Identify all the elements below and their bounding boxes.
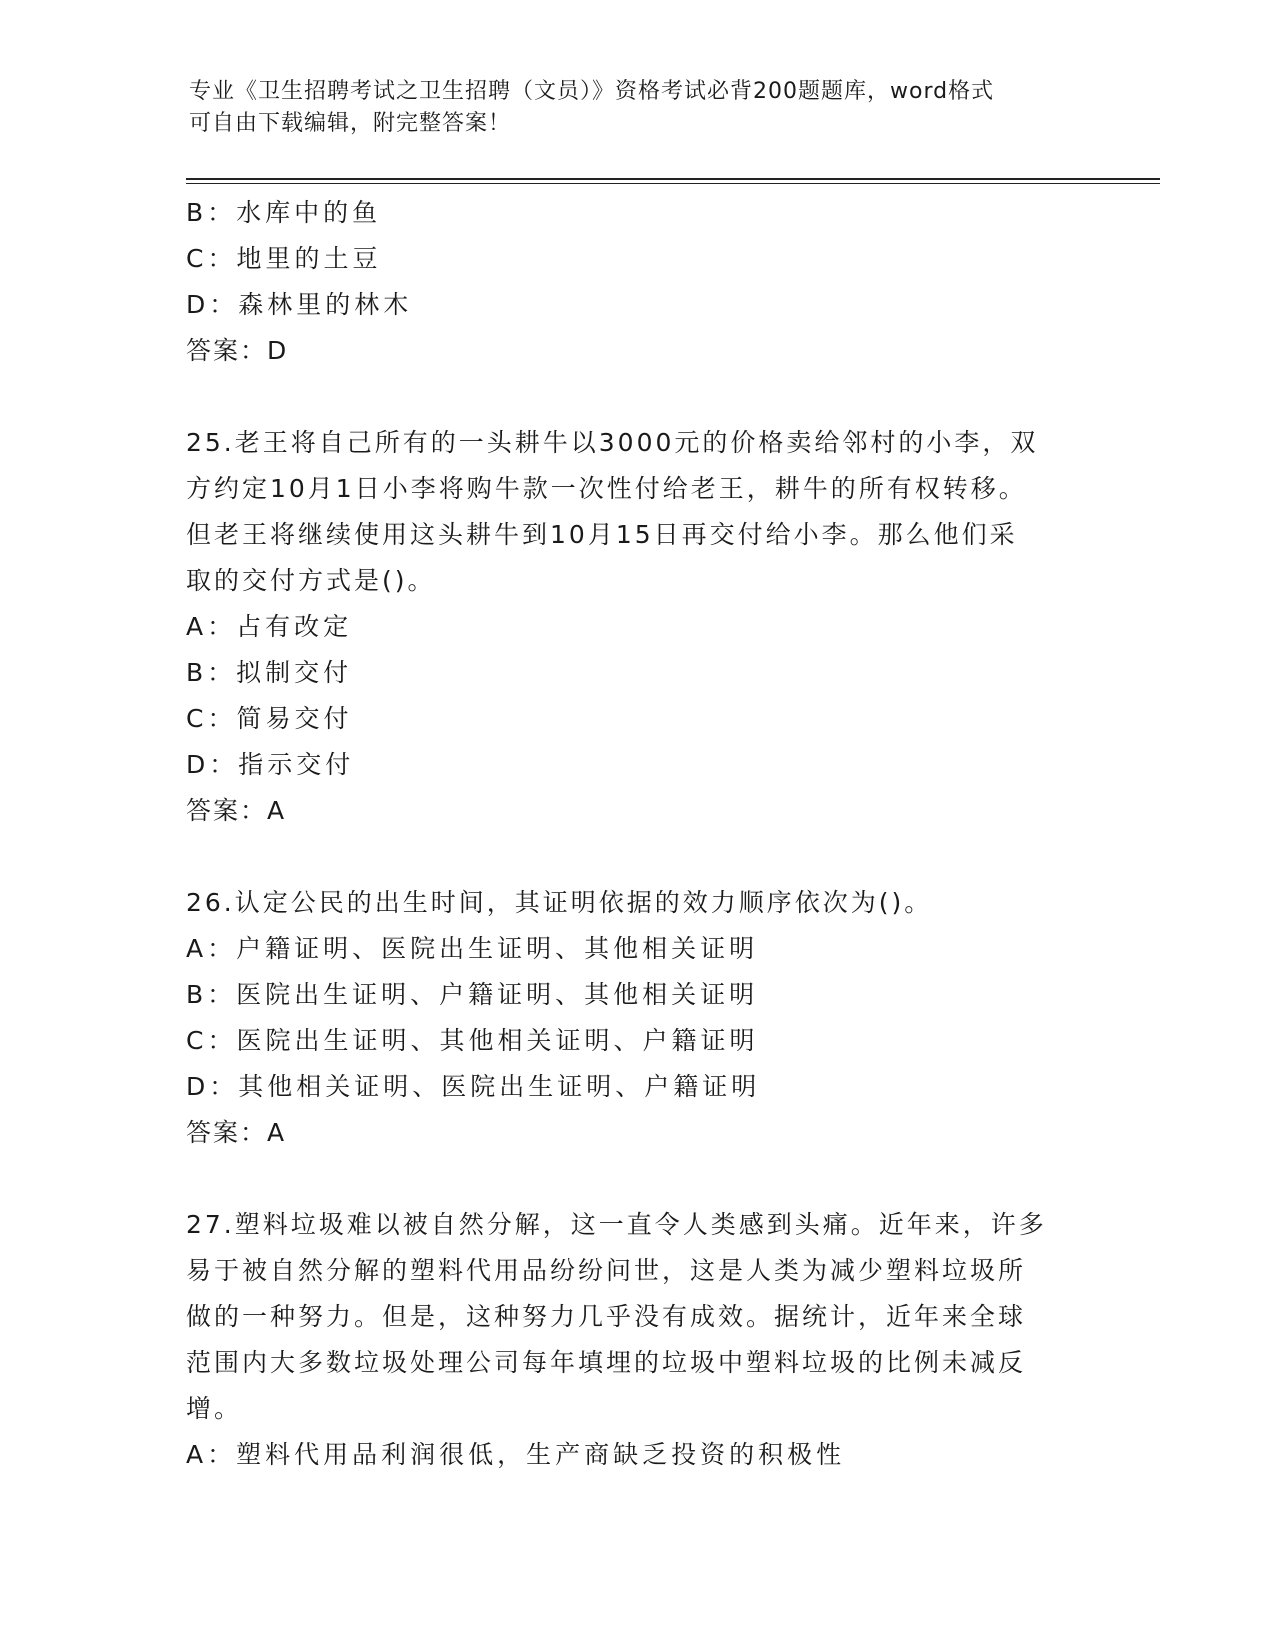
option-d: D：指示交付 <box>186 750 355 779</box>
document-header <box>189 76 1069 140</box>
question-line: 但老王将继续使用这头耕牛到10月15日再交付给小李。那么他们采 <box>186 520 1018 549</box>
option-d: D：森林里的林木 <box>186 290 413 319</box>
option-b: B：医院出生证明、户籍证明、其他相关证明 <box>186 980 759 1009</box>
option-a: A：户籍证明、医院出生证明、其他相关证明 <box>186 934 759 963</box>
question-text <box>186 420 1086 604</box>
question-25 <box>186 420 1086 834</box>
question-text <box>186 1202 1086 1432</box>
option-d: D：其他相关证明、医院出生证明、户籍证明 <box>186 1072 761 1101</box>
option-c: C：地里的土豆 <box>186 244 382 273</box>
question-line: 易于被自然分解的塑料代用品纷纷问世，这是人类为减少塑料垃圾所 <box>186 1256 1027 1285</box>
question-line: 方约定10月1日小李将购牛款一次性付给老王，耕牛的所有权转移。 <box>186 474 1027 503</box>
header-divider-thin <box>186 183 1160 184</box>
option-c: C：简易交付 <box>186 704 353 733</box>
option-c: C：医院出生证明、其他相关证明、户籍证明 <box>186 1026 759 1055</box>
header-divider-thick <box>186 178 1160 180</box>
question-line: 25.老王将自己所有的一头耕牛以3000元的价格卖给邻村的小李，双 <box>186 428 1039 457</box>
option-a: A：塑料代用品利润很低，生产商缺乏投资的积极性 <box>186 1440 846 1469</box>
option-a: A：占有改定 <box>186 612 353 641</box>
document-body <box>186 190 1086 1478</box>
question-line: 26.认定公民的出生时间，其证明依据的效力顺序依次为()。 <box>186 888 933 917</box>
question-text <box>186 880 1086 926</box>
answer: 答案：A <box>186 796 287 825</box>
header-line-2: 可自由下载编辑，附完整答案！ <box>189 111 512 136</box>
option-b: B：水库中的鱼 <box>186 198 382 227</box>
question-line: 27.塑料垃圾难以被自然分解，这一直令人类感到头痛。近年来，许多 <box>186 1210 1047 1239</box>
option-b: B：拟制交付 <box>186 658 353 687</box>
question-27 <box>186 1202 1086 1478</box>
header-line-1: 专业《卫生招聘考试之卫生招聘（文员）》资格考试必背200题题库，word格式 <box>189 79 995 104</box>
question-line: 取的交付方式是()。 <box>186 566 436 595</box>
question-26 <box>186 880 1086 1156</box>
question-24-tail <box>186 190 1086 374</box>
question-line: 增。 <box>186 1394 243 1423</box>
answer: 答案：D <box>186 336 289 365</box>
question-line: 范围内大多数垃圾处理公司每年填埋的垃圾中塑料垃圾的比例未减反 <box>186 1348 1027 1377</box>
question-line: 做的一种努力。但是，这种努力几乎没有成效。据统计，近年来全球 <box>186 1302 1027 1331</box>
answer: 答案：A <box>186 1118 287 1147</box>
